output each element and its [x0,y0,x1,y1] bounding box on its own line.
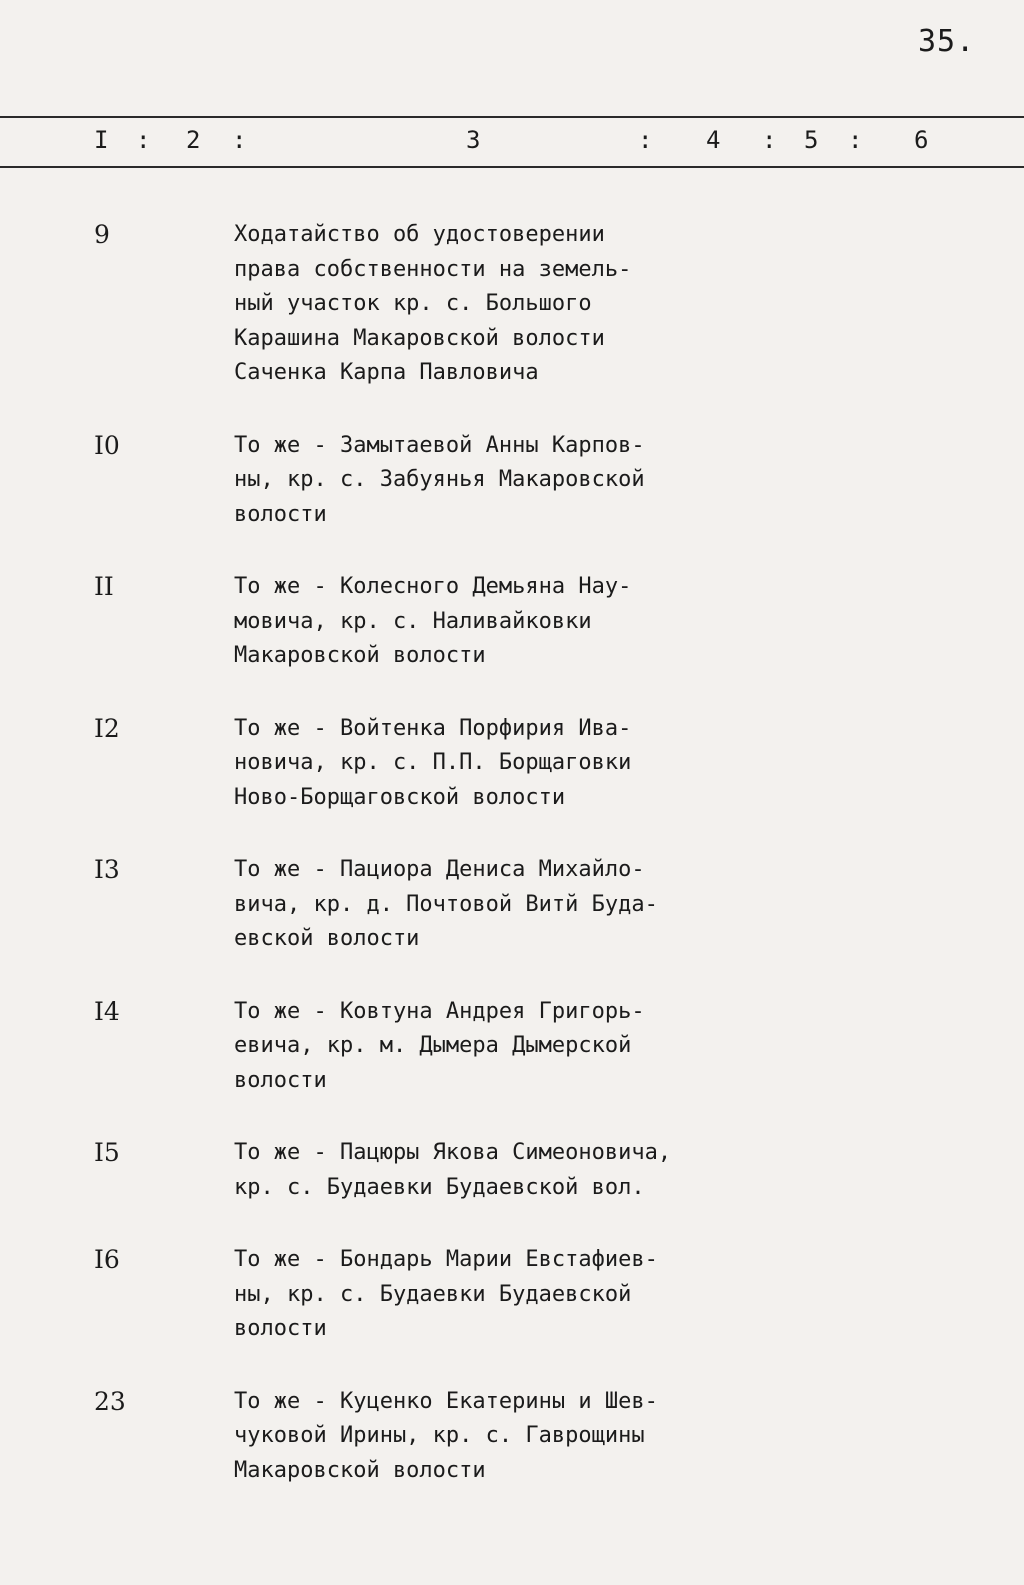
list-item [0,570,1024,674]
header-bottom-rule [0,166,1024,168]
entry-description [234,712,714,816]
entry-line: Ново-Борщаговской волости [234,784,566,810]
entry-number: I0 [94,430,120,460]
list-item [0,853,1024,957]
entry-line: Ходатайство об удостоверении [234,222,605,247]
entry-line: Саченка Карпа Павловича [234,360,539,385]
entry-description [234,995,714,1099]
entry-line: То же - Замытаевой Анны Карпов- [234,432,645,458]
list-item [0,429,1024,533]
column-header-5: 5 [804,126,819,154]
entry-line: То же - Пациора Дениса Михайло- [234,857,645,882]
list-item [0,1243,1024,1347]
entry-line: Карашина Макаровской волости [234,325,605,351]
entry-number: I5 [94,1138,120,1167]
entry-line: чуковой Ирины, кр. с. Гаврощины [234,1423,645,1448]
entry-number: I2 [94,713,120,743]
header-top-rule [0,116,1024,118]
entry-line: То же - Бондарь Марии Евстафиев- [234,1247,658,1272]
column-header-row [0,126,1024,160]
entry-line: евича, кр. м. Дымера Дымерской [234,1033,632,1058]
column-header-3: 3 [466,126,481,154]
list-item [0,218,1024,391]
entry-list [0,218,1024,1526]
list-item [0,1136,1024,1205]
entry-number: 9 [94,220,110,249]
entry-line: То же - Колесного Демьяна Нау- [234,574,632,599]
column-separator: : [136,126,151,154]
entry-description [234,429,714,533]
entry-line: новича, кр. с. П.П. Борщаговки [234,750,632,775]
column-header-1: I [94,126,109,154]
entry-line: кр. с. Будаевки Будаевской вол. [234,1174,645,1200]
entry-line: То же - Куценко Екатерины и Шев- [234,1388,658,1414]
entry-description [234,853,714,957]
entry-line: волости [234,1316,327,1341]
entry-line: ный участок кр. с. Большого [234,291,592,316]
entry-line: волости [234,1067,327,1093]
page-number: 35. [918,24,976,59]
entry-line: волости [234,501,327,527]
column-separator: : [848,126,863,154]
entry-description [234,218,714,391]
entry-line: ны, кр. с. Забуянья Макаровской [234,467,645,492]
entry-line: Макаровской волости [234,1457,486,1483]
entry-line: То же - Ковтуна Андрея Григорь- [234,998,645,1024]
entry-line: Макаровской волости [234,643,486,668]
list-item [0,1385,1024,1489]
entry-number: I4 [94,996,120,1026]
entry-number: I6 [94,1245,120,1274]
entry-line: евской волости [234,926,420,951]
entry-description [234,1243,714,1347]
column-header-6: 6 [914,126,929,154]
entry-description [234,1385,714,1489]
column-separator: : [762,126,777,154]
column-separator: : [638,126,653,154]
entry-description [234,1136,714,1205]
entry-line: То же - Пацюры Якова Симеоновича, [234,1140,672,1165]
entry-number: I3 [94,855,120,884]
entry-line: вича, кр. д. Почтовой Витй Буда- [234,891,658,917]
list-item [0,995,1024,1099]
column-separator: : [232,126,247,154]
entry-description [234,570,714,674]
column-header-4: 4 [706,126,721,154]
entry-line: ны, кр. с. Будаевки Будаевской [234,1281,632,1307]
entry-number: II [94,572,114,601]
entry-line: мовича, кр. с. Наливайковки [234,608,592,634]
entry-line: То же - Войтенка Порфирия Ива- [234,715,632,741]
column-header-2: 2 [186,126,201,154]
entry-line: права собственности на земель- [234,256,632,282]
list-item [0,712,1024,816]
entry-number: 23 [94,1386,126,1416]
